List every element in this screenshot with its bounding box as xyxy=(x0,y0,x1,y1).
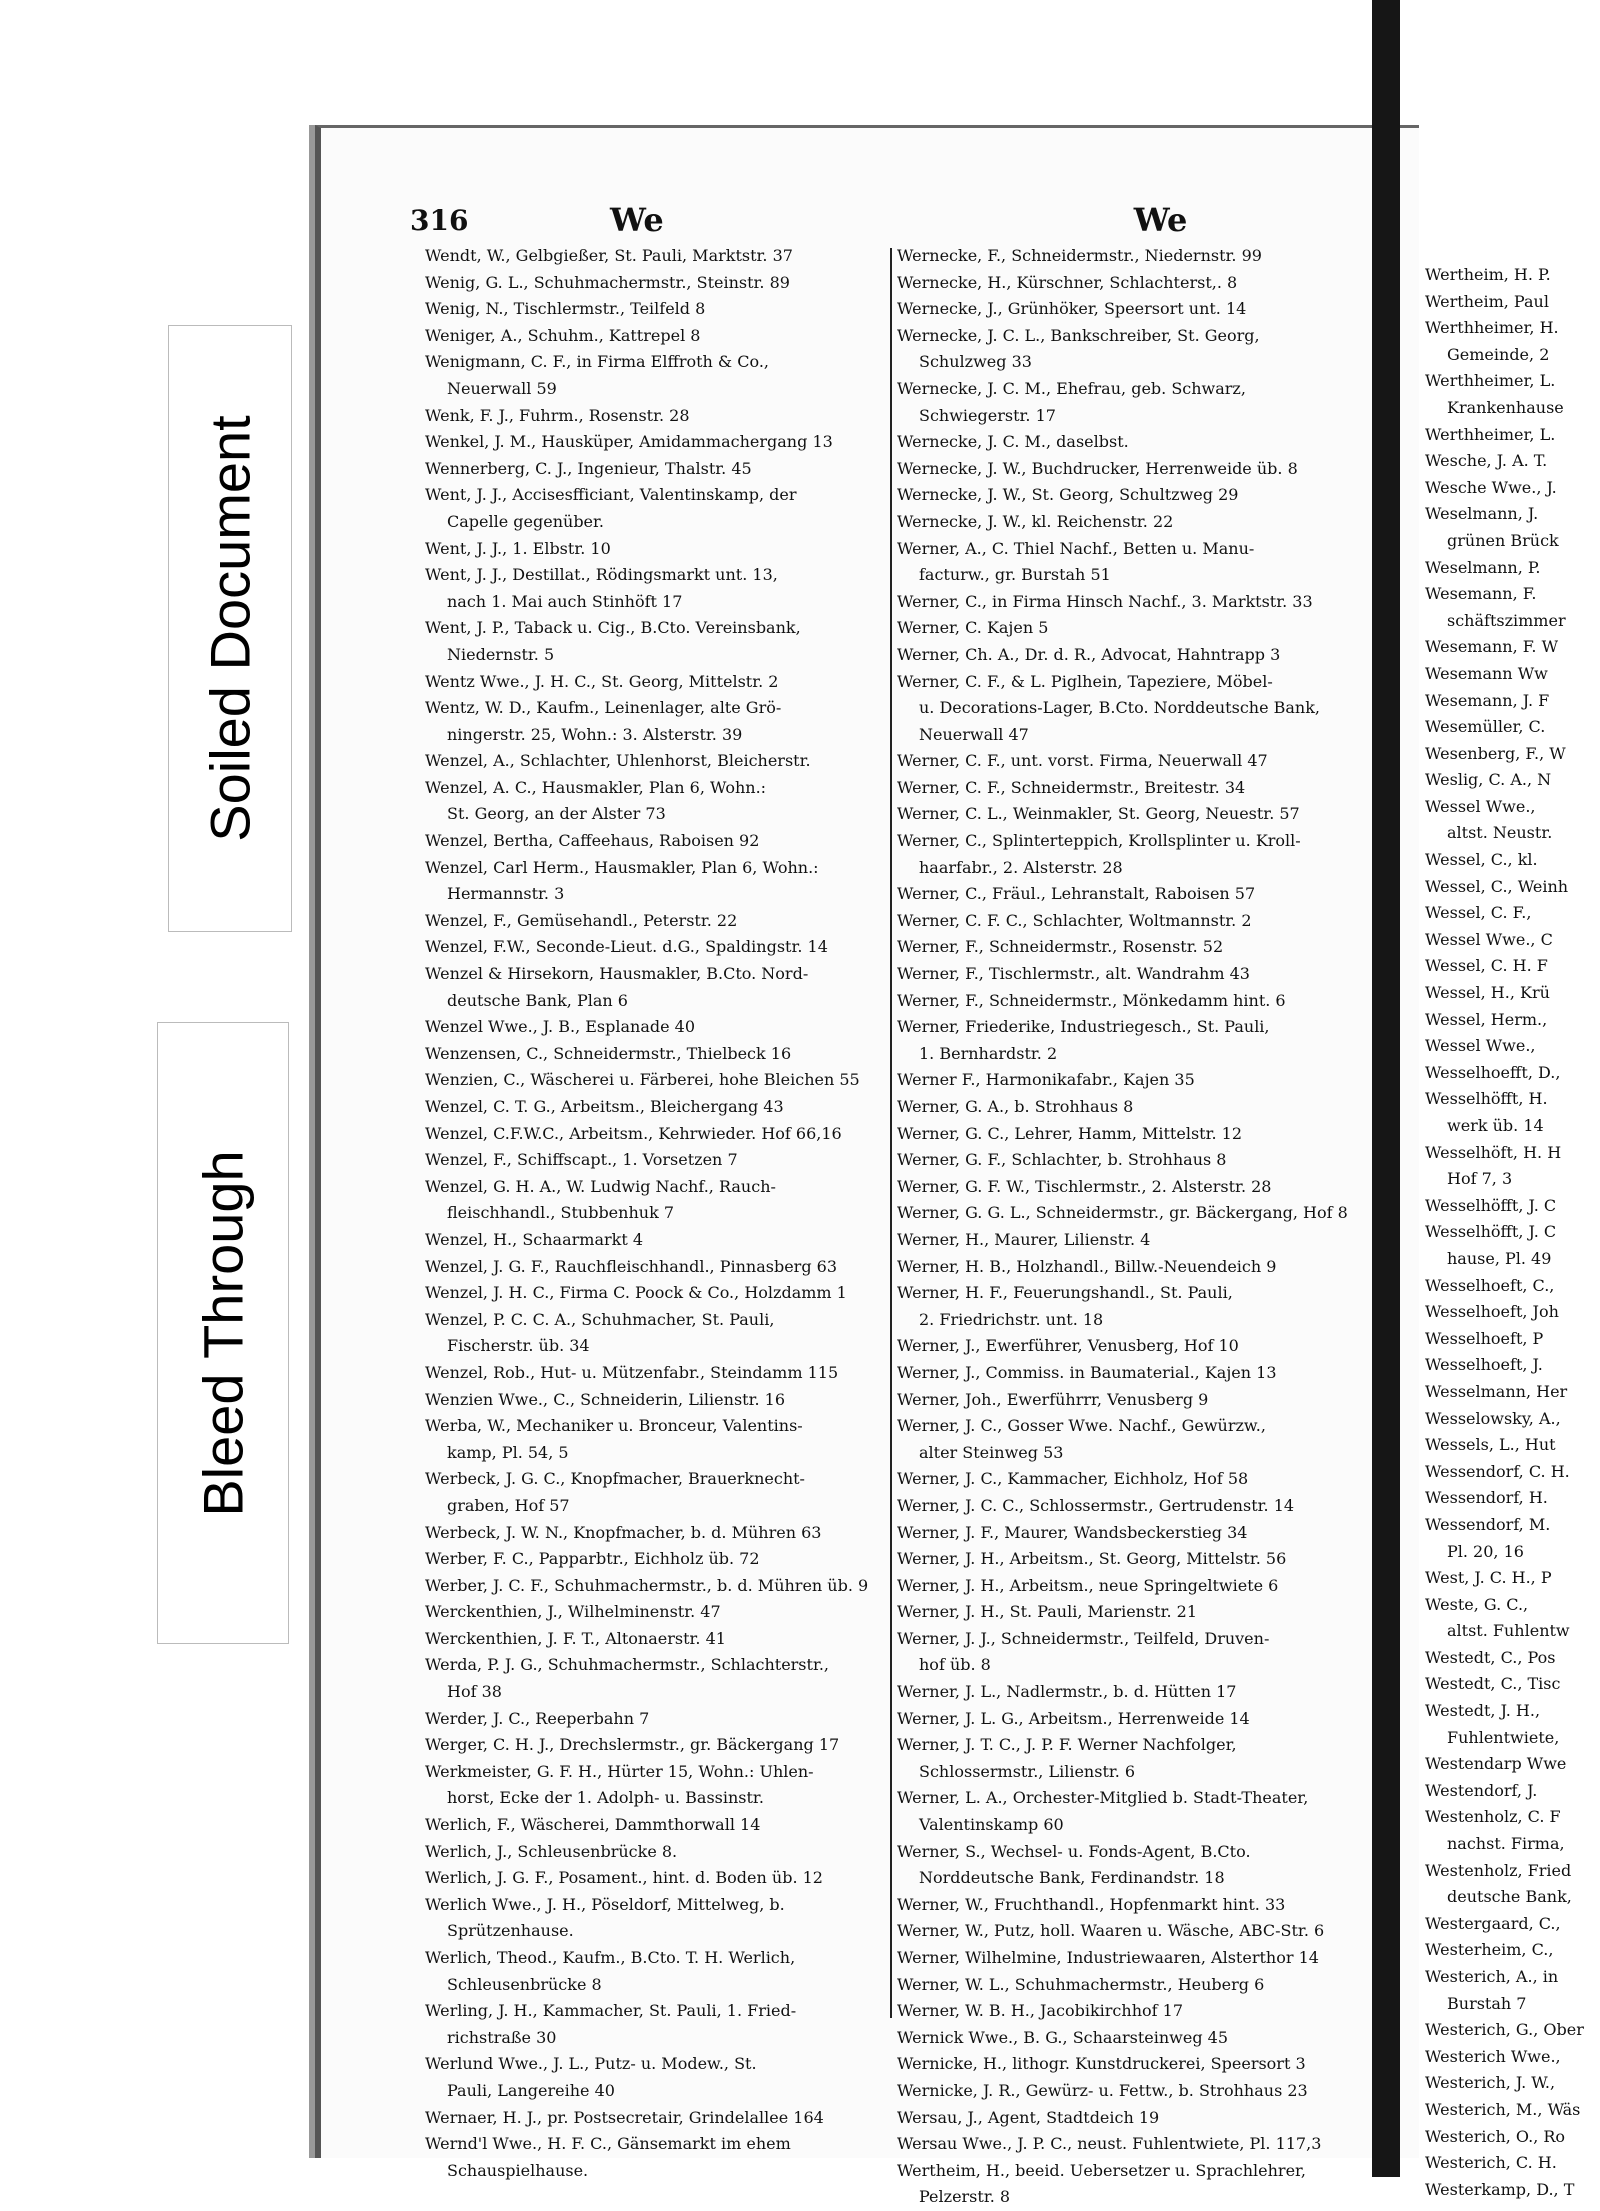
directory-entry: Werner, J. T. C., J. P. F. Werner Nachfolger, xyxy=(897,1735,1237,1755)
directory-entry: Wesemann, J. F xyxy=(1425,690,1550,710)
right-column-heading: We xyxy=(1133,201,1188,239)
directory-entry: Werkmeister, G. F. H., Hürter 15, Wohn.: Uhlen- xyxy=(425,1761,814,1781)
directory-entry: Wernicke, H., lithogr. Kunstdruckerei, Speersort 3 xyxy=(897,2054,1306,2074)
directory-entry: Werner, G. C., Lehrer, Hamm, Mittelstr. 12 xyxy=(897,1123,1242,1143)
page-header xyxy=(410,196,1370,244)
directory-entry: Wesselhoeft, P xyxy=(1425,1328,1544,1348)
directory-entry: schäftszimmer xyxy=(1447,610,1566,630)
directory-entry: Werner, J. L. G., Arbeitsm., Herrenweide 14 xyxy=(897,1708,1250,1728)
directory-entry: 1. Bernhardstr. 2 xyxy=(919,1043,1058,1063)
directory-entry: Wesselmann, Her xyxy=(1425,1381,1568,1401)
directory-entry: Werner, J., Commiss. in Baumaterial., Kajen 13 xyxy=(897,1362,1277,1382)
directory-entry: Werner, J. L., Nadlermstr., b. d. Hütten 17 xyxy=(897,1682,1237,1702)
directory-entry: Werner, W. B. H., Jacobikirchhof 17 xyxy=(897,2001,1183,2021)
directory-entry: Werner, G. F., Schlachter, b. Strohhaus 8 xyxy=(897,1150,1227,1170)
directory-entry: Wenzel & Hirsekorn, Hausmakler, B.Cto. Nord- xyxy=(425,964,809,984)
bleed-through-text: Bleed Through xyxy=(191,1149,255,1517)
directory-entry: Werner, F., Schneidermstr., Mönkedamm hint. 6 xyxy=(897,990,1286,1010)
directory-entry: deutsche Bank, xyxy=(1447,1887,1572,1907)
directory-entry: Wersau Wwe., J. P. C., neust. Fuhlentwiete, Pl. 117,3 xyxy=(897,2134,1322,2154)
directory-entry: Werba, W., Mechaniker u. Bronceur, Valentins- xyxy=(425,1416,803,1436)
directory-entry: Werder, J. C., Reeperbahn 7 xyxy=(425,1708,650,1728)
directory-entry: Burstah 7 xyxy=(1447,1993,1527,2013)
bleed-through-label xyxy=(157,1022,289,1644)
directory-entry: Pl. 20, 16 xyxy=(1447,1541,1524,1561)
directory-entry: Wesselhoeft, Joh xyxy=(1425,1302,1559,1322)
directory-entry: nach 1. Mai auch Stinhöft 17 xyxy=(447,591,683,611)
directory-entry: Werthheimer, L. xyxy=(1425,371,1556,391)
directory-entry: Wessel, H., Krü xyxy=(1425,983,1550,1003)
directory-entry: alter Steinweg 53 xyxy=(919,1442,1064,1462)
directory-entry: nachst. Firma, xyxy=(1447,1834,1565,1854)
directory-entry: Werner, F., Schneidermstr., Rosenstr. 52 xyxy=(897,937,1224,957)
directory-entry: Wenk, F. J., Fuhrm., Rosenstr. 28 xyxy=(425,405,690,425)
soiled-document-text: Soiled Document xyxy=(198,415,262,842)
directory-entry: Westerich Wwe., xyxy=(1425,2046,1561,2066)
directory-entry: Wessel Wwe., C xyxy=(1425,929,1553,949)
directory-entry: Werling, J. H., Kammacher, St. Pauli, 1. Fried- xyxy=(425,2001,797,2021)
directory-entry: Went, J. J., Accisesfficiant, Valentinskamp, der xyxy=(425,485,797,505)
directory-entry: Wenzel, P. C. C. A., Schuhmacher, St. Pauli, xyxy=(425,1309,775,1329)
directory-entry: Schwiegerstr. 17 xyxy=(919,405,1056,425)
directory-entry: Weste, G. C., xyxy=(1425,1594,1529,1614)
directory-entry: Westergaard, C., xyxy=(1425,1913,1561,1933)
directory-entry: Wenzel, F.W., Seconde-Lieut. d.G., Spaldingstr. 14 xyxy=(425,937,828,957)
directory-entry: Wesemann, F. W xyxy=(1425,637,1559,657)
directory-entry: ningerstr. 25, Wohn.: 3. Alsterstr. 39 xyxy=(447,724,743,744)
directory-entry: Wenig, G. L., Schuhmachermstr., Steinstr. 89 xyxy=(425,272,790,292)
directory-entry: Wenig, N., Tischlermstr., Teilfeld 8 xyxy=(425,299,706,319)
directory-entry: Werner, J., Ewerführer, Venusberg, Hof 10 xyxy=(897,1336,1239,1356)
directory-entry: Sprützenhause. xyxy=(447,1921,574,1941)
directory-entry: Wessel Wwe., xyxy=(1425,796,1536,816)
directory-entry: Valentinskamp 60 xyxy=(919,1815,1064,1835)
directory-entry: Wenzel, Carl Herm., Hausmakler, Plan 6, Wohn.: xyxy=(425,857,819,877)
directory-entry: Werner, C. F., Schneidermstr., Breitestr. 34 xyxy=(897,777,1246,797)
directory-entry: Wenzensen, C., Schneidermstr., Thielbeck 16 xyxy=(425,1043,792,1063)
directory-entry: Werthheimer, H. xyxy=(1425,318,1559,338)
directory-entry: Wenzien, C., Wäscherei u. Färberei, hohe Bleichen 55 xyxy=(425,1070,860,1090)
directory-entry: Gemeinde, 2 xyxy=(1447,344,1550,364)
directory-entry: Pauli, Langereihe 40 xyxy=(447,2080,615,2100)
directory-entry: Wessel, C. H. F xyxy=(1425,956,1548,976)
right-directory-column xyxy=(897,243,1372,2207)
directory-entry: Werda, P. J. G., Schuhmachermstr., Schlachterstr., xyxy=(425,1655,830,1675)
directory-entry: Werber, J. C. F., Schuhmachermstr., b. d. Mühren üb. 9 xyxy=(425,1575,869,1595)
directory-entry: Werner, J. F., Maurer, Wandsbeckerstieg 34 xyxy=(897,1522,1248,1542)
directory-entry: kamp, Pl. 54, 5 xyxy=(447,1442,569,1462)
directory-entry: Wertheim, Paul xyxy=(1425,291,1549,311)
directory-entry: Werner, C. F. C., Schlachter, Woltmannstr. 2 xyxy=(897,910,1252,930)
directory-entry: Westerich, G., Ober xyxy=(1425,2020,1584,2040)
directory-entry: deutsche Bank, Plan 6 xyxy=(447,990,628,1010)
directory-entry: Wernecke, J. C. M., Ehefrau, geb. Schwarz, xyxy=(897,378,1246,398)
directory-entry: Werner, C., in Firma Hinsch Nachf., 3. Marktstr. 33 xyxy=(897,591,1313,611)
directory-entry: Wentz Wwe., J. H. C., St. Georg, Mittelstr. 2 xyxy=(425,671,779,691)
directory-entry: Werlich, Theod., Kaufm., B.Cto. T. H. Werlich, xyxy=(425,1948,796,1967)
directory-entry: Wesche, J. A. T. xyxy=(1425,451,1548,471)
column-divider xyxy=(890,248,892,2018)
directory-entry: Werner, A., C. Thiel Nachf., Betten u. Manu- xyxy=(897,538,1255,558)
directory-entry: werk üb. 14 xyxy=(1447,1116,1544,1135)
directory-entry: Westerkamp, D., T xyxy=(1425,2179,1575,2199)
directory-entry: Wenzel, J. H. C., Firma C. Poock & Co., Holzdamm 1 xyxy=(425,1283,847,1303)
directory-entry: Westenholz, C. F xyxy=(1425,1807,1561,1827)
directory-entry: Fuhlentwiete, xyxy=(1447,1727,1560,1747)
directory-entry: Wenzel, F., Schiffscapt., 1. Vorsetzen 7 xyxy=(425,1150,738,1170)
directory-entry: horst, Ecke der 1. Adolph- u. Bassinstr. xyxy=(447,1788,764,1808)
directory-entry: altst. Fuhlentw xyxy=(1447,1621,1570,1641)
directory-entry: Werner, J. J., Schneidermstr., Teilfeld, Druven- xyxy=(897,1628,1270,1648)
directory-entry: West, J. C. H., P xyxy=(1425,1568,1552,1588)
directory-entry: Werner, W. L., Schuhmachermstr., Heuberg 6 xyxy=(897,1974,1265,1994)
directory-entry: Werner, L. A., Orchester-Mitglied b. Stadt-Theater, xyxy=(897,1788,1309,1808)
directory-entry: Westedt, J. H., xyxy=(1425,1701,1541,1721)
directory-entry: Wertheim, H., beeid. Uebersetzer u. Sprachlehrer, xyxy=(897,2160,1307,2180)
left-column-heading: We xyxy=(610,201,664,239)
directory-entry: Wesselhoeft, C., xyxy=(1425,1275,1555,1295)
directory-entry: Hof 38 xyxy=(447,1682,502,1702)
directory-entry: Werner, J. C. C., Schlossermstr., Gertrudenstr. 14 xyxy=(897,1495,1295,1515)
directory-entry: Wesselhoefft, D., xyxy=(1425,1062,1561,1082)
directory-entry: Wendt, W., Gelbgießer, St. Pauli, Marktstr. 37 xyxy=(425,246,793,265)
directory-entry: Wessendorf, M. xyxy=(1425,1514,1551,1534)
directory-entry: Werger, C. H. J., Drechslermstr., gr. Bäckergang 17 xyxy=(425,1735,840,1755)
directory-entry: Wenzel, G. H. A., W. Ludwig Nachf., Rauch- xyxy=(425,1176,776,1196)
directory-entry: Westedt, C., Pos xyxy=(1425,1647,1556,1667)
directory-entry: Wesche Wwe., J. xyxy=(1425,477,1557,497)
directory-entry: Westerich, O., Ro xyxy=(1425,2126,1566,2146)
directory-entry: Werbeck, J. G. C., Knopfmacher, Brauerknecht- xyxy=(425,1469,805,1489)
directory-entry: hause, Pl. 49 xyxy=(1447,1248,1552,1268)
directory-entry: Wersau, J., Agent, Stadtdeich 19 xyxy=(897,2107,1160,2127)
directory-entry: Werner, J. C., Gosser Wwe. Nachf., Gewürzw., xyxy=(897,1416,1266,1436)
directory-entry: Werner, W., Putz, holl. Waaren u. Wäsche, ABC-Str. 6 xyxy=(897,1921,1325,1941)
directory-entry: Neuerwall 59 xyxy=(447,378,557,398)
directory-entry: Wernd'l Wwe., H. F. C., Gänsemarkt im ehem xyxy=(425,2134,791,2154)
directory-entry: Werner, C. F., unt. vorst. Firma, Neuerwall 47 xyxy=(897,751,1268,771)
directory-entry: Werner, Wilhelmine, Industriewaaren, Alsterthor 14 xyxy=(897,1948,1319,1967)
directory-entry: Wessel, C., Weinh xyxy=(1425,876,1569,896)
directory-entry: Neuerwall 47 xyxy=(919,724,1029,744)
directory-entry: Wesemann, F. xyxy=(1425,584,1537,604)
directory-entry: Wenzel, A. C., Hausmakler, Plan 6, Wohn.: xyxy=(425,777,767,797)
directory-entry: Wernick Wwe., B. G., Schaarsteinweg 45 xyxy=(897,2027,1229,2047)
directory-entry: Wesenberg, F., W xyxy=(1425,743,1566,763)
directory-entry: Werner, Ch. A., Dr. d. R., Advocat, Hahntrapp 3 xyxy=(897,644,1281,664)
directory-entry: facturw., gr. Burstah 51 xyxy=(919,565,1111,585)
directory-entry: Schulzweg 33 xyxy=(919,352,1032,372)
directory-entry: Werner, G. G. L., Schneidermstr., gr. Bäckergang, Hof 8 xyxy=(897,1203,1348,1223)
directory-entry: Werner, F., Tischlermstr., alt. Wandrahm 43 xyxy=(897,964,1250,984)
directory-entry: Westerich, M., Wäs xyxy=(1425,2099,1581,2119)
directory-entry: Werner, J. H., Arbeitsm., St. Georg, Mittelstr. 56 xyxy=(897,1549,1287,1569)
directory-entry: Wesemüller, C. xyxy=(1425,717,1546,737)
directory-entry: Werner, C. F., & L. Piglhein, Tapeziere, Möbel- xyxy=(897,671,1273,691)
directory-entry: fleischhandl., Stubbenhuk 7 xyxy=(447,1203,675,1223)
directory-entry: Werner, W., Fruchthandl., Hopfenmarkt hint. 33 xyxy=(897,1894,1286,1914)
directory-entry: Pelzerstr. 8 xyxy=(919,2187,1011,2207)
directory-entry: Werner, C., Fräul., Lehranstalt, Raboisen 57 xyxy=(897,884,1256,904)
directory-entry: Went, J. J., 1. Elbstr. 10 xyxy=(425,538,611,558)
directory-entry: grünen Brück xyxy=(1447,530,1559,550)
directory-entry: Wessendorf, H. xyxy=(1425,1488,1548,1508)
directory-entry: Werlich Wwe., J. H., Pöseldorf, Mittelweg, b. xyxy=(425,1894,785,1914)
directory-entry: Wernecke, J. C. L., Bankschreiber, St. Georg, xyxy=(897,325,1260,345)
directory-entry: Werner, C. Kajen 5 xyxy=(897,618,1049,638)
directory-entry: Wernecke, J. W., St. Georg, Schultzweg 29 xyxy=(897,485,1239,505)
directory-entry: Westedt, C., Tisc xyxy=(1425,1674,1561,1694)
directory-entry: Westendorf, J. xyxy=(1425,1780,1538,1800)
directory-entry: Schleusenbrücke 8 xyxy=(447,1974,602,1994)
left-directory-column xyxy=(425,243,890,2180)
directory-entry: Schauspielhause. xyxy=(447,2160,589,2180)
directory-entry: 2. Friedrichstr. unt. 18 xyxy=(919,1309,1104,1329)
directory-entry: Werner, J. C., Kammacher, Eichholz, Hof 58 xyxy=(897,1469,1249,1489)
directory-entry: Wessels, L., Hut xyxy=(1425,1435,1556,1455)
directory-entry: Wesselhöft, H. H xyxy=(1425,1142,1562,1162)
directory-entry: Wenzel, C. T. G., Arbeitsm., Bleichergang 43 xyxy=(425,1097,784,1116)
directory-entry: Wernecke, J. W., Buchdrucker, Herrenweide üb. 8 xyxy=(897,458,1298,478)
directory-entry: Wenzel, Rob., Hut- u. Mützenfabr., Steindamm 115 xyxy=(425,1362,839,1382)
directory-entry: Werner, J. H., Arbeitsm., neue Springeltwiete 6 xyxy=(897,1575,1279,1595)
directory-entry: Wesselhoeft, J. xyxy=(1425,1355,1543,1375)
directory-entry: Werlich, J., Schleusenbrücke 8. xyxy=(425,1841,678,1861)
directory-entry: Wenzel, C.F.W.C., Arbeitsm., Kehrwieder. Hof 66,16 xyxy=(425,1123,842,1143)
directory-entry: Wessel Wwe., xyxy=(1425,1036,1536,1056)
directory-entry: Wenkel, J. M., Hausküper, Amidammachergang 13 xyxy=(425,432,833,452)
directory-entry: Westerich, A., in xyxy=(1425,1967,1559,1986)
directory-entry: Niedernstr. 5 xyxy=(447,644,555,664)
directory-entry: Werner, H., Maurer, Lilienstr. 4 xyxy=(897,1229,1151,1249)
directory-entry: Went, J. J., Destillat., Rödingsmarkt unt. 13, xyxy=(425,565,778,585)
directory-entry: Capelle gegenüber. xyxy=(447,511,604,531)
directory-entry: Wenzel Wwe., J. B., Esplanade 40 xyxy=(425,1017,696,1037)
directory-entry: Wernecke, H., Kürschner, Schlachterst,. 8 xyxy=(897,272,1238,292)
soiled-document-label xyxy=(168,325,292,932)
directory-entry: Wenzel, F., Gemüsehandl., Peterstr. 22 xyxy=(425,910,738,930)
directory-entry: Weselmann, J. xyxy=(1425,504,1539,524)
directory-entry: Norddeutsche Bank, Ferdinandstr. 18 xyxy=(919,1868,1225,1888)
directory-entry: Wesselhöfft, H. xyxy=(1425,1089,1548,1109)
page-number: 316 xyxy=(410,203,469,237)
directory-entry: Werner, Joh., Ewerführrr, Venusberg 9 xyxy=(897,1389,1209,1409)
directory-entry: haarfabr., 2. Alsterstr. 28 xyxy=(919,857,1123,877)
directory-entry: Hof 7, 3 xyxy=(1447,1169,1513,1189)
directory-entry: Schlossermstr., Lilienstr. 6 xyxy=(919,1761,1136,1781)
directory-entry: Werner, G. F. W., Tischlermstr., 2. Alsterstr. 28 xyxy=(897,1176,1272,1196)
directory-entry: Werlich, J. G. F., Posament., hint. d. Boden üb. 12 xyxy=(425,1868,823,1888)
directory-entry: altst. Neustr. xyxy=(1447,823,1553,843)
directory-entry: Wenzel, A., Schlachter, Uhlenhorst, Bleicherstr. xyxy=(425,751,811,771)
directory-entry: Wesselhöfft, J. C xyxy=(1425,1195,1557,1215)
directory-entry: Wertheim, H. P. xyxy=(1425,265,1551,284)
directory-entry: Werner, G. A., b. Strohhaus 8 xyxy=(897,1097,1134,1116)
directory-entry: Wernecke, J., Grünhöker, Speersort unt. 14 xyxy=(897,299,1247,319)
directory-entry: Wentz, W. D., Kaufm., Leinenlager, alte Grö- xyxy=(425,698,782,718)
directory-entry: Westerich, C. H. xyxy=(1425,2153,1557,2173)
directory-entry: u. Decorations-Lager, B.Cto. Norddeutsche Bank, xyxy=(919,698,1321,718)
directory-entry: Werner, H. B., Holzhandl., Billw.-Neuendeich 9 xyxy=(897,1256,1277,1276)
directory-entry: Westerich, J. W., xyxy=(1425,2073,1556,2093)
directory-entry: Wesselhöfft, J. C xyxy=(1425,1222,1557,1242)
directory-entry: Werthheimer, L. xyxy=(1425,424,1556,444)
directory-entry: Wesemann Ww xyxy=(1425,663,1548,683)
directory-entry: Wennerberg, C. J., Ingenieur, Thalstr. 45 xyxy=(425,458,752,478)
directory-entry: Wessel, Herm., xyxy=(1425,1009,1548,1029)
directory-entry: Wesselowsky, A., xyxy=(1425,1408,1561,1428)
directory-entry: richstraße 30 xyxy=(447,2027,557,2047)
directory-entry: Wernecke, J. C. M., daselbst. xyxy=(897,432,1129,452)
facing-page-column xyxy=(1425,262,1600,2199)
directory-entry: Wenzel, Bertha, Caffeehaus, Raboisen 92 xyxy=(425,831,760,851)
directory-entry: Fischerstr. üb. 34 xyxy=(447,1336,590,1356)
directory-entry: Westenholz, Fried xyxy=(1425,1860,1572,1880)
directory-entry: Werber, F. C., Papparbtr., Eichholz üb. 72 xyxy=(425,1549,760,1569)
directory-entry: Weslig, C. A., N xyxy=(1425,770,1552,790)
directory-entry: Werner, H. F., Feuerungshandl., St. Pauli, xyxy=(897,1283,1233,1303)
directory-entry: Westendarp Wwe xyxy=(1425,1754,1567,1774)
directory-entry: St. Georg, an der Alster 73 xyxy=(447,804,666,824)
directory-entry: Werner, Friederike, Industriegesch., St. Pauli, xyxy=(897,1017,1270,1037)
book-gutter-shadow xyxy=(1372,0,1400,2177)
directory-entry: Werckenthien, J. F. T., Altonaerstr. 41 xyxy=(425,1628,726,1648)
directory-entry: Krankenhause xyxy=(1447,397,1564,417)
directory-entry: Werner, C., Splinterteppich, Krollsplinter u. Kroll- xyxy=(897,831,1301,851)
directory-entry: Werlich, F., Wäscherei, Dammthorwall 14 xyxy=(425,1815,761,1835)
directory-entry: Wenzien Wwe., C., Schneiderin, Lilienstr. 16 xyxy=(425,1389,785,1409)
directory-entry: Werbeck, J. W. N., Knopfmacher, b. d. Mühren 63 xyxy=(425,1522,822,1542)
directory-entry: graben, Hof 57 xyxy=(447,1495,570,1515)
directory-entry: Wessel, C., kl. xyxy=(1425,850,1538,870)
directory-entry: Werner, J. H., St. Pauli, Marienstr. 21 xyxy=(897,1602,1198,1622)
directory-entry: Wenzel, H., Schaarmarkt 4 xyxy=(425,1229,644,1249)
directory-entry: Wenzel, J. G. F., Rauchfleischhandl., Pinnasberg 63 xyxy=(425,1256,838,1276)
directory-entry: Werlund Wwe., J. L., Putz- u. Modew., St. xyxy=(425,2054,757,2074)
directory-entry: Werner, S., Wechsel- u. Fonds-Agent, B.Cto. xyxy=(897,1841,1251,1861)
directory-entry: Weselmann, P. xyxy=(1425,557,1541,577)
directory-entry: Wessendorf, C. H. xyxy=(1425,1461,1570,1481)
directory-entry: Wenigmann, C. F., in Firma Elffroth & Co., xyxy=(425,352,770,372)
directory-entry: Wernecke, J. W., kl. Reichenstr. 22 xyxy=(897,511,1174,531)
directory-entry: Westerheim, C., xyxy=(1425,1940,1554,1960)
directory-entry: Went, J. P., Taback u. Cig., B.Cto. Vereinsbank, xyxy=(425,618,801,638)
directory-entry: Werner F., Harmonikafabr., Kajen 35 xyxy=(897,1070,1195,1090)
directory-entry: Wernecke, F., Schneidermstr., Niedernstr. 99 xyxy=(897,246,1262,265)
directory-entry: Werner, C. L., Weinmakler, St. Georg, Neuestr. 57 xyxy=(897,804,1300,824)
directory-entry: Hermannstr. 3 xyxy=(447,884,565,904)
directory-entry: Wernicke, J. R., Gewürz- u. Fettw., b. Strohhaus 23 xyxy=(897,2080,1308,2100)
directory-entry: Wernaer, H. J., pr. Postsecretair, Grindelallee 164 xyxy=(425,2107,824,2127)
directory-entry: Werckenthien, J., Wilhelminenstr. 47 xyxy=(425,1602,721,1622)
directory-entry: hof üb. 8 xyxy=(919,1655,991,1675)
directory-entry: Wessel, C. F., xyxy=(1425,903,1532,923)
directory-entry: Weniger, A., Schuhm., Kattrepel 8 xyxy=(425,325,701,345)
